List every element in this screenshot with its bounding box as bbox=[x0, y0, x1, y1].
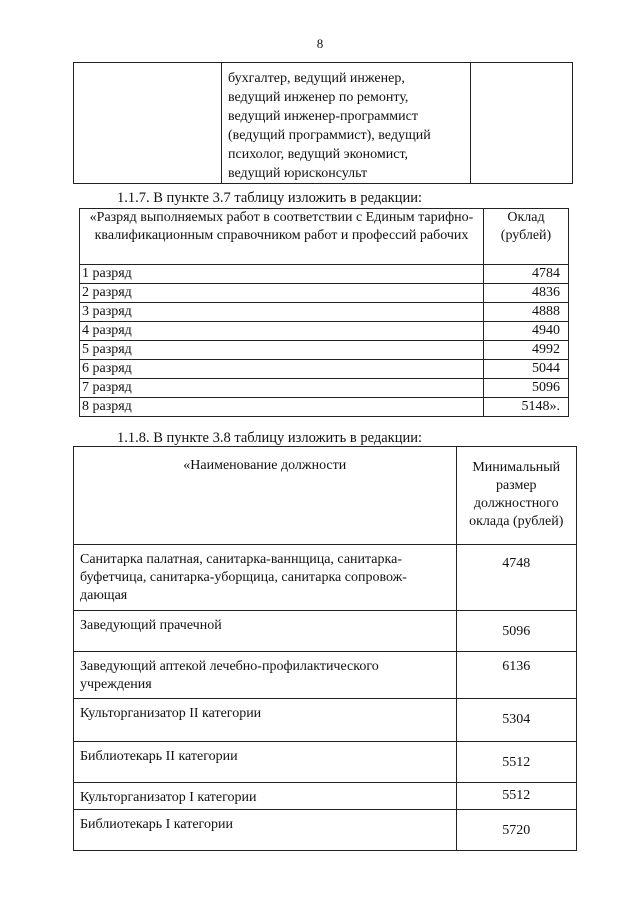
grade-label: 1 разряд bbox=[80, 265, 484, 284]
position-label: Библиотекарь II категории bbox=[74, 742, 457, 783]
table-row bbox=[80, 360, 569, 379]
grade-label: 2 разряд bbox=[80, 284, 484, 303]
positions-table bbox=[73, 446, 577, 851]
position-label: Заведующий прачечной bbox=[74, 611, 457, 652]
table-row bbox=[80, 265, 569, 284]
top-table-line: психолог, ведущий экономист, bbox=[228, 147, 409, 162]
table-row bbox=[74, 652, 577, 699]
position-value: 6136 bbox=[456, 652, 576, 699]
grades-header-right: Оклад (рублей) bbox=[484, 209, 569, 265]
position-label: Культорганизатор I категории bbox=[74, 783, 457, 810]
table-row bbox=[80, 322, 569, 341]
grade-value: 4836 bbox=[484, 284, 569, 303]
top-table-empty-cell bbox=[74, 63, 222, 184]
position-value: 5512 bbox=[456, 742, 576, 783]
position-label: Культорганизатор II категории bbox=[74, 699, 457, 742]
table-row bbox=[74, 783, 577, 810]
position-label: Санитарка палатная, санитарка-ваннщица, санитарка-буфетчица, санитарка-уборщица, санитарка сопровож-дающая bbox=[74, 545, 457, 611]
grade-value: 4784 bbox=[484, 265, 569, 284]
grade-value: 5044 bbox=[484, 360, 569, 379]
grade-value: 4888 bbox=[484, 303, 569, 322]
grade-label: 5 разряд bbox=[80, 341, 484, 360]
table-row bbox=[80, 341, 569, 360]
position-label: Библиотекарь I категории bbox=[74, 810, 457, 851]
grades-table bbox=[79, 208, 569, 417]
position-value: 5720 bbox=[456, 810, 576, 851]
table-row bbox=[80, 398, 569, 417]
position-value: 5512 bbox=[456, 783, 576, 810]
grade-label: 8 разряд bbox=[80, 398, 484, 417]
table-row bbox=[74, 611, 577, 652]
position-value: 5304 bbox=[456, 699, 576, 742]
position-label: Заведующий аптекой лечебно-профилактического учреждения bbox=[74, 652, 457, 699]
positions-table-header bbox=[74, 447, 577, 545]
table-row bbox=[74, 742, 577, 783]
page-number: 8 bbox=[316, 36, 324, 51]
positions-header-left: «Наименование должности bbox=[74, 447, 457, 545]
grades-header-left: «Разряд выполняемых работ в соответствии с Единым тарифно-квалификационным справочником работ и профессий рабочих bbox=[80, 209, 484, 265]
grade-label: 3 разряд bbox=[80, 303, 484, 322]
grades-table-header bbox=[80, 209, 569, 265]
table-row bbox=[80, 379, 569, 398]
grade-value: 5148». bbox=[484, 398, 569, 417]
grade-label: 4 разряд bbox=[80, 322, 484, 341]
table-row bbox=[74, 699, 577, 742]
grade-value: 5096 bbox=[484, 379, 569, 398]
grade-value: 4992 bbox=[484, 341, 569, 360]
grade-label: 7 разряд bbox=[80, 379, 484, 398]
top-table-salary-cell bbox=[471, 63, 573, 184]
top-table-line: (ведущий программист), ведущий bbox=[228, 128, 431, 143]
top-table-line: ведущий инженер-программист bbox=[228, 109, 418, 124]
section-heading-1-1-8: 1.1.8. В пункте 3.8 таблицу изложить в редакции: bbox=[117, 430, 423, 446]
table-row bbox=[74, 810, 577, 851]
table-row bbox=[80, 303, 569, 322]
positions-header-right: Минимальный размер должностного оклада (рублей) bbox=[456, 447, 576, 545]
grade-label: 6 разряд bbox=[80, 360, 484, 379]
table-row bbox=[80, 284, 569, 303]
top-table-line: ведущий юрисконсульт bbox=[228, 166, 368, 181]
top-table-line: ведущий инженер по ремонту, bbox=[228, 90, 409, 105]
section-heading-1-1-7: 1.1.7. В пункте 3.7 таблицу изложить в редакции: bbox=[117, 190, 423, 206]
position-value: 5096 bbox=[456, 611, 576, 652]
position-value: 4748 bbox=[456, 545, 576, 611]
top-table-line: бухгалтер, ведущий инженер, bbox=[228, 71, 405, 86]
grade-value: 4940 bbox=[484, 322, 569, 341]
table-row bbox=[74, 545, 577, 611]
top-table-continuation bbox=[73, 62, 573, 184]
top-table-positions-cell bbox=[222, 63, 471, 184]
